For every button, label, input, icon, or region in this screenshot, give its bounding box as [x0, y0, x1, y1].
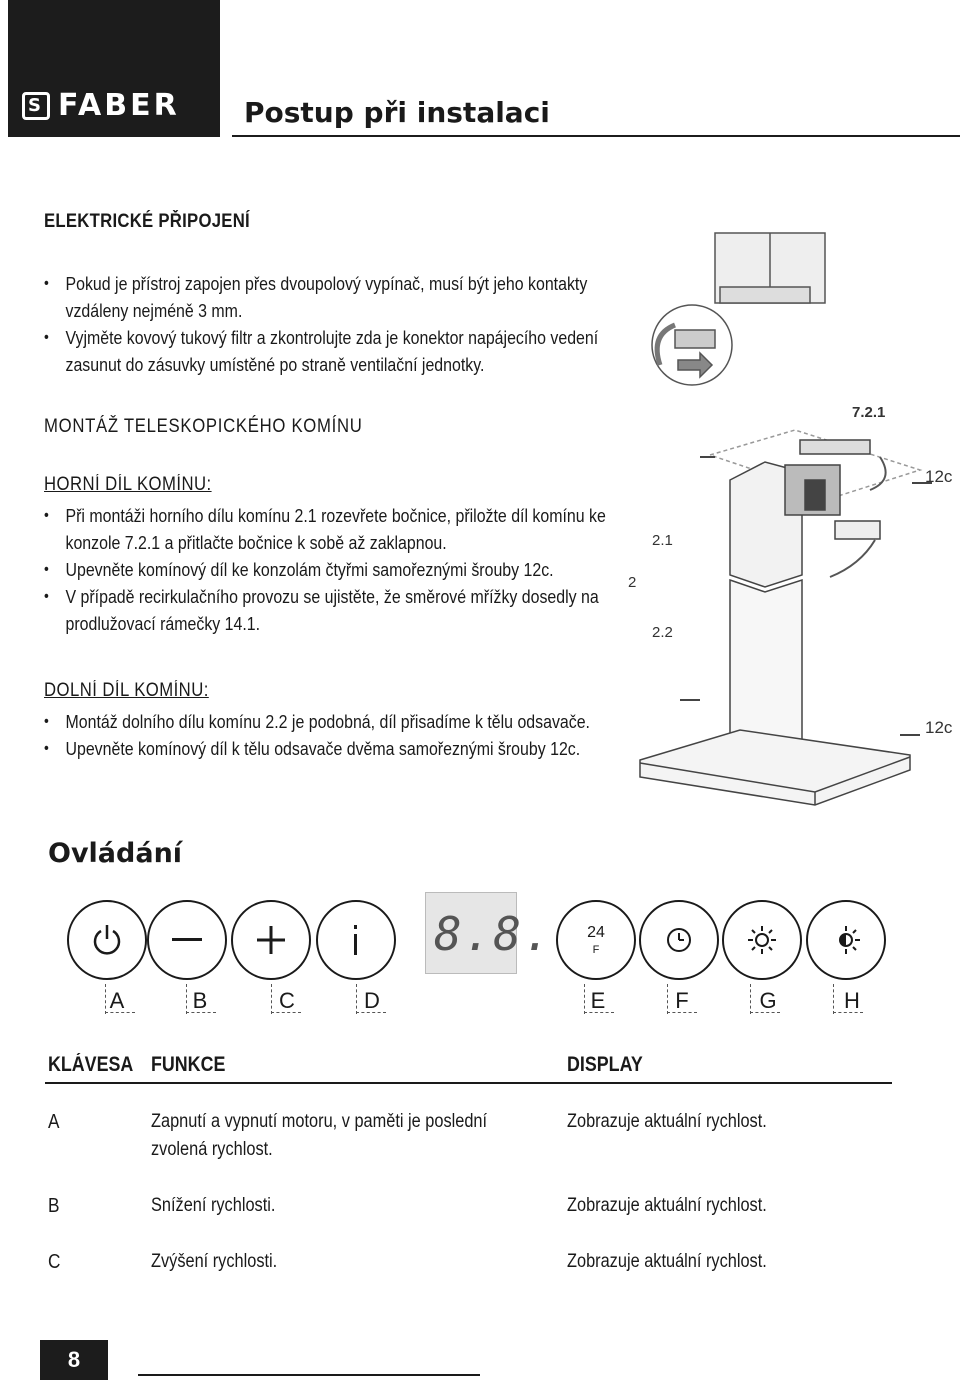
- key-label-f: F: [675, 988, 689, 1013]
- seven-segment-display: 8.8.: [434, 907, 553, 961]
- button-e-timer-24[interactable]: [556, 900, 636, 980]
- info-icon: [349, 925, 363, 955]
- button-d-info[interactable]: [316, 900, 396, 980]
- upper-chimney-bullets: [44, 502, 612, 637]
- button-h-dimmer[interactable]: [806, 900, 886, 980]
- row-display: Zobrazuje aktuální rychlost.: [567, 1251, 767, 1272]
- key-label-b: B: [192, 988, 208, 1013]
- row-key: B: [48, 1195, 60, 1217]
- subheading-upper-chimney: HORNÍ DÍL KOMÍNU:: [44, 474, 212, 495]
- table-header-divider: [45, 1082, 892, 1084]
- list-item: • Upevněte komínový díl k tělu odsavače dvěma samořeznými šrouby 12c.: [44, 735, 612, 762]
- button-g-light[interactable]: [722, 900, 802, 980]
- row-key: C: [48, 1251, 61, 1273]
- row-function: Snížení rychlosti.: [151, 1195, 276, 1216]
- display-panel: [425, 892, 553, 974]
- faber-logo-icon: S: [22, 92, 50, 120]
- table-header-key: KLÁVESA: [48, 1053, 134, 1076]
- button-c-plus[interactable]: [231, 900, 311, 980]
- dimmer-icon: [831, 925, 861, 955]
- section-heading-electric: ELEKTRICKÉ PŘIPOJENÍ: [44, 211, 250, 232]
- key-label-h: H: [844, 988, 860, 1013]
- label-12c-top: 12c: [925, 467, 953, 486]
- label-2-2: 2.2: [652, 624, 673, 641]
- row-display: Zobrazuje aktuální rychlost.: [567, 1111, 767, 1132]
- section-heading-chimney: MONTÁŽ TELESKOPICKÉHO KOMÍNU: [44, 416, 363, 437]
- button-f-timer[interactable]: [639, 900, 719, 980]
- row-function: Zapnutí a vypnutí motoru, v paměti je poslední zvolená rychlost.: [151, 1111, 488, 1160]
- clock-icon: [666, 927, 692, 953]
- header-divider: [232, 135, 960, 137]
- list-item: • Vyjměte kovový tukový filtr a zkontrolujte zda je konektor napájecího vedení zasunut do zásuvky umístěné po straně ventilační jednotky.: [44, 324, 603, 378]
- list-item: • Upevněte komínový díl ke konzolám čtyřmi samořeznými šrouby 12c.: [44, 556, 612, 583]
- section-heading-controls: Ovládání: [48, 838, 183, 869]
- page-number: 8: [40, 1340, 108, 1380]
- brand-logo-block: [8, 0, 220, 137]
- table-header-display: DISPLAY: [567, 1053, 643, 1076]
- power-icon: [91, 923, 123, 957]
- footer-divider: [138, 1374, 480, 1376]
- key-label-g: G: [759, 988, 777, 1013]
- installation-diagram: [620, 225, 960, 825]
- label-2: 2: [628, 574, 637, 591]
- page-title: Postup při instalaci: [244, 96, 550, 129]
- subheading-lower-chimney: DOLNÍ DÍL KOMÍNU:: [44, 680, 209, 701]
- electric-bullets: [44, 270, 603, 378]
- chimney-illustration: [640, 430, 932, 805]
- connector-detail-illustration: [652, 233, 825, 385]
- timer-24-icon: [587, 925, 605, 956]
- key-label-e: E: [590, 988, 606, 1013]
- brand-logo: [22, 88, 180, 123]
- list-item: • Při montáži horního dílu komínu 2.1 rozevřete bočnice, přiložte díl komínu ke konzole 7.2.1 a přitlačte bočnice k sobě až zaklapnou.: [44, 502, 612, 556]
- row-key: A: [48, 1111, 60, 1133]
- lower-chimney-bullets: [44, 708, 612, 762]
- list-item: • V případě recirkulačního provozu se ujistěte, že směrové mřížky dosedly na prodlužovací rámečky 14.1.: [44, 583, 612, 637]
- button-b-minus[interactable]: [147, 900, 227, 980]
- plus-icon: [257, 926, 285, 954]
- light-icon: [747, 925, 777, 955]
- label-7-2-1: 7.2.1: [852, 404, 886, 421]
- list-item: • Montáž dolního dílu komínu 2.2 je podobná, díl přisadíme k tělu odsavače.: [44, 708, 612, 735]
- table-header-function: FUNKCE: [151, 1053, 226, 1076]
- button-e-value: 24: [587, 923, 605, 941]
- key-label-d: D: [364, 988, 380, 1013]
- button-a-power[interactable]: [67, 900, 147, 980]
- key-label-a: A: [109, 988, 125, 1013]
- brand-name: FABER: [58, 88, 180, 123]
- label-12c-bottom: 12c: [925, 718, 953, 737]
- button-e-sub: F: [592, 943, 600, 956]
- label-2-1: 2.1: [652, 532, 673, 549]
- row-function: Zvýšení rychlosti.: [151, 1251, 278, 1272]
- key-label-c: C: [279, 988, 295, 1013]
- minus-icon: [172, 938, 202, 942]
- row-display: Zobrazuje aktuální rychlost.: [567, 1195, 767, 1216]
- list-item: • Pokud je přístroj zapojen přes dvoupolový vypínač, musí být jeho kontakty vzdáleny nejméně 3 mm.: [44, 270, 603, 324]
